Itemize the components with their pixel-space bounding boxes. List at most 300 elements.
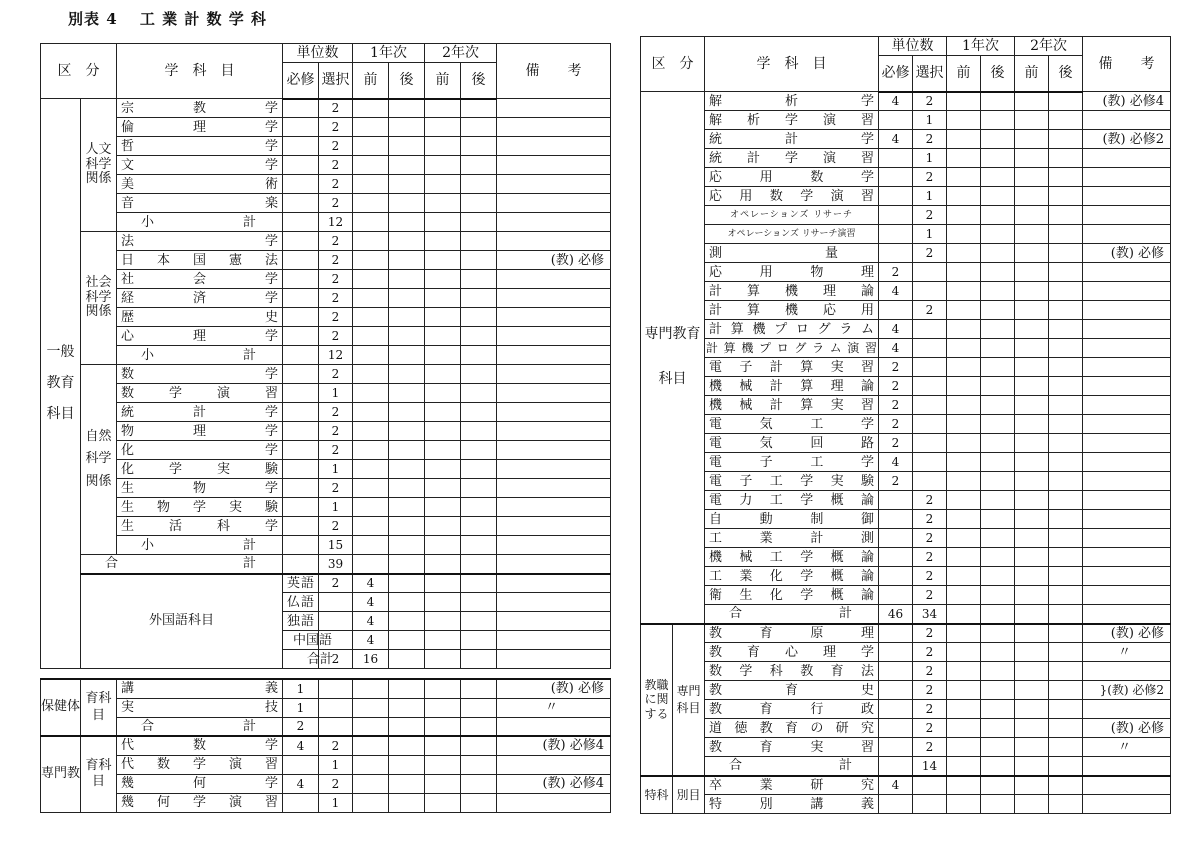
header-year1: 1年次	[947, 37, 1015, 56]
required-credits: 2	[879, 358, 913, 377]
elective-credits: 4	[353, 574, 389, 593]
subject-name: 心理学	[117, 327, 283, 346]
subject-name: 数学演習	[117, 384, 283, 403]
elective-credits: 2	[319, 327, 353, 346]
required-credits: 4	[879, 776, 913, 795]
elective-credits: 2	[319, 736, 353, 755]
subject-name: 測量	[705, 244, 879, 263]
subtotal-name: 小計	[117, 346, 283, 365]
remarks	[1083, 776, 1171, 795]
subject-name: 統計学	[117, 403, 283, 422]
remarks	[497, 365, 611, 384]
elective-credits: 1	[319, 460, 353, 479]
subject-name: 日本国憲法	[117, 251, 283, 270]
subject-name: 英語	[283, 574, 319, 593]
elective-credits: 2	[913, 244, 947, 263]
remarks	[1083, 301, 1171, 320]
elective-credits	[913, 415, 947, 434]
remarks	[1083, 320, 1171, 339]
subject-name: 道徳教育の研究	[705, 719, 879, 738]
required-credits	[283, 365, 319, 384]
remarks: 〃	[1083, 643, 1171, 662]
required-credits: 2	[283, 717, 319, 736]
subject-name: 社会学	[117, 270, 283, 289]
required-credits	[879, 510, 913, 529]
category-special: 特科	[641, 776, 673, 814]
remarks: 〃	[1083, 738, 1171, 757]
required-credits	[879, 244, 913, 263]
header-year2: 2年次	[1015, 37, 1083, 56]
header-credits: 単位数	[283, 44, 353, 63]
elective-credits: 2	[319, 270, 353, 289]
subject-name: 教育史	[705, 681, 879, 700]
required-credits	[879, 719, 913, 738]
remarks	[497, 793, 611, 812]
subject-name: 工業計測	[705, 529, 879, 548]
required-credits	[319, 612, 353, 631]
remarks: (教) 必修2	[1083, 130, 1171, 149]
remarks: (教) 必修	[497, 679, 611, 698]
remarks	[1083, 567, 1171, 586]
header-credits: 単位数	[879, 37, 947, 56]
required-credits: 4	[283, 774, 319, 793]
required-credits	[879, 643, 913, 662]
required-credits	[283, 422, 319, 441]
remarks	[497, 403, 611, 422]
required-credits	[283, 403, 319, 422]
elective-credits	[913, 320, 947, 339]
remarks	[497, 194, 611, 213]
required-credits	[283, 156, 319, 175]
required-credits	[283, 536, 319, 555]
required-credits	[283, 251, 319, 270]
required-credits	[879, 757, 913, 776]
elective-credits: 2	[913, 700, 947, 719]
required-credits: 2	[879, 263, 913, 282]
elective-credits: 4	[353, 593, 389, 612]
elective-credits: 2	[319, 289, 353, 308]
elective-credits: 2	[913, 92, 947, 111]
subject-name: 教育行政	[705, 700, 879, 719]
subject-name: 電力工学概論	[705, 491, 879, 510]
remarks: (教) 必修	[497, 251, 611, 270]
subject-name: 中国語	[283, 631, 319, 650]
elective-credits: 4	[353, 612, 389, 631]
elective-credits: 16	[353, 650, 389, 669]
subject-name: 教育実習	[705, 738, 879, 757]
required-credits	[879, 795, 913, 814]
left-curriculum-table	[40, 43, 611, 669]
required-credits	[283, 232, 319, 251]
elective-credits: 2	[913, 567, 947, 586]
header-subject: 学 科 目	[705, 37, 879, 92]
required-credits	[879, 624, 913, 643]
remarks	[1083, 548, 1171, 567]
remarks	[1083, 662, 1171, 681]
elective-credits	[913, 263, 947, 282]
elective-credits	[913, 282, 947, 301]
required-credits	[879, 548, 913, 567]
subject-name: 電気工学	[705, 415, 879, 434]
elective-credits	[913, 472, 947, 491]
required-credits	[283, 755, 319, 774]
subject-name: 哲学	[117, 137, 283, 156]
required-credits: 2	[319, 574, 353, 593]
subject-name: 応用数学	[705, 168, 879, 187]
remarks	[497, 422, 611, 441]
elective-credits: 2	[319, 774, 353, 793]
elective-credits: 1	[319, 498, 353, 517]
remarks	[1083, 700, 1171, 719]
elective-credits: 1	[319, 384, 353, 403]
subject-name: 教育原理	[705, 624, 879, 643]
header-subject: 学 科 目	[117, 44, 283, 99]
document-title: 別表 4 工 業 計 数 学 科	[68, 10, 267, 28]
header-y2-first: 前	[425, 63, 461, 99]
required-credits: 1	[283, 679, 319, 698]
required-credits	[879, 738, 913, 757]
remarks	[1083, 396, 1171, 415]
subject-name: 化学実験	[117, 460, 283, 479]
category-foreign-language: 外国語科目	[81, 574, 283, 669]
elective-credits	[913, 358, 947, 377]
required-credits	[283, 99, 319, 118]
required-credits: 4	[879, 339, 913, 358]
elective-credits: 2	[913, 643, 947, 662]
remarks	[497, 384, 611, 403]
remarks	[497, 175, 611, 194]
elective-credits: 12	[319, 346, 353, 365]
remarks	[1083, 453, 1171, 472]
required-credits	[879, 586, 913, 605]
required-credits	[879, 301, 913, 320]
elective-credits: 2	[913, 586, 947, 605]
required-credits	[283, 175, 319, 194]
remarks	[1083, 111, 1171, 130]
subject-name: 文学	[117, 156, 283, 175]
elective-credits: 2	[319, 137, 353, 156]
subtotal-name: 小計	[117, 213, 283, 232]
subject-name: 経済学	[117, 289, 283, 308]
header-year1: 1年次	[353, 44, 425, 63]
remarks	[497, 536, 611, 555]
remarks: (教) 必修	[1083, 244, 1171, 263]
elective-credits: 14	[913, 757, 947, 776]
subject-name: 電子計算実習	[705, 358, 879, 377]
required-credits	[879, 187, 913, 206]
remarks: (教) 必修4	[497, 774, 611, 793]
header-remarks: 備 考	[497, 44, 611, 99]
header-required: 必修	[283, 63, 319, 99]
required-credits	[283, 270, 319, 289]
subject-name: 自動制御	[705, 510, 879, 529]
elective-credits: 2	[913, 301, 947, 320]
subject-name: 計算機プログラム演習	[705, 339, 879, 358]
elective-credits	[319, 717, 353, 736]
required-credits	[283, 479, 319, 498]
total-name: 合計	[81, 555, 283, 574]
remarks	[1083, 586, 1171, 605]
subject-name: 生物学	[117, 479, 283, 498]
elective-credits: 1	[913, 225, 947, 244]
subtotal-name: 小計	[117, 536, 283, 555]
subject-name: 電気回路	[705, 434, 879, 453]
elective-credits	[913, 453, 947, 472]
remarks: (教) 必修	[1083, 624, 1171, 643]
elective-credits: 2	[319, 156, 353, 175]
required-credits: 4	[879, 320, 913, 339]
subject-name: 数学科教育法	[705, 662, 879, 681]
elective-credits: 2	[913, 168, 947, 187]
elective-credits: 1	[319, 755, 353, 774]
header-elective: 選択	[319, 63, 353, 99]
subject-name: 解析学	[705, 92, 879, 111]
required-credits	[879, 225, 913, 244]
elective-credits: 2	[913, 491, 947, 510]
required-credits	[283, 441, 319, 460]
subject-name: 電子工学	[705, 453, 879, 472]
required-credits	[283, 194, 319, 213]
category-specialized-b: 育科目	[81, 736, 117, 812]
subcategory-natural-sciences: 自然科学関係	[81, 365, 117, 555]
elective-credits: 2	[319, 403, 353, 422]
required-credits	[319, 593, 353, 612]
remarks	[1083, 795, 1171, 814]
remarks	[1083, 225, 1171, 244]
required-credits	[283, 498, 319, 517]
remarks	[1083, 415, 1171, 434]
elective-credits: 2	[319, 365, 353, 384]
subject-name: 応用数学演習	[705, 187, 879, 206]
required-credits	[879, 168, 913, 187]
remarks	[497, 232, 611, 251]
remarks	[497, 118, 611, 137]
required-credits: 4	[879, 130, 913, 149]
elective-credits: 2	[913, 510, 947, 529]
category-teacher-training: 教職に関する	[641, 624, 673, 776]
subject-name: 音楽	[117, 194, 283, 213]
subject-name: 教育心理学	[705, 643, 879, 662]
subcategory-social-sciences: 社会科学関係	[81, 232, 117, 365]
header-y1-first: 前	[947, 56, 981, 92]
header-y1-second: 後	[389, 63, 425, 99]
elective-credits: 2	[319, 194, 353, 213]
required-credits: 2	[879, 415, 913, 434]
required-credits	[283, 555, 319, 574]
elective-credits: 2	[913, 738, 947, 757]
remarks: (教) 必修	[1083, 719, 1171, 738]
header-kubun: 区 分	[641, 37, 705, 92]
elective-credits: 2	[319, 251, 353, 270]
remarks	[497, 441, 611, 460]
category-special-b: 別目	[673, 776, 705, 814]
header-y2-first: 前	[1015, 56, 1049, 92]
elective-credits: 2	[319, 308, 353, 327]
subject-name: 数学	[117, 365, 283, 384]
required-credits: 4	[879, 282, 913, 301]
remarks: 〃	[497, 698, 611, 717]
subject-name: 倫理学	[117, 118, 283, 137]
left-curriculum-table-lower	[40, 678, 611, 813]
header-y2-second: 後	[461, 63, 497, 99]
elective-credits: 15	[319, 536, 353, 555]
total-name: 合計	[705, 757, 879, 776]
total-name: 合計	[117, 717, 283, 736]
remarks: (教) 必修4	[497, 736, 611, 755]
elective-credits: 39	[319, 555, 353, 574]
remarks	[497, 346, 611, 365]
elective-credits: 2	[913, 662, 947, 681]
remarks	[1083, 149, 1171, 168]
header-elective: 選択	[913, 56, 947, 92]
elective-credits: 2	[319, 422, 353, 441]
remarks	[497, 717, 611, 736]
required-credits	[283, 213, 319, 232]
subject-name: 統計学	[705, 130, 879, 149]
remarks	[497, 289, 611, 308]
remarks	[1083, 263, 1171, 282]
required-credits	[879, 700, 913, 719]
required-credits	[283, 793, 319, 812]
elective-credits: 1	[319, 793, 353, 812]
required-credits	[283, 289, 319, 308]
required-credits	[283, 327, 319, 346]
required-credits	[283, 137, 319, 156]
remarks	[1083, 529, 1171, 548]
elective-credits: 2	[319, 479, 353, 498]
category-health-pe: 保健体	[41, 679, 81, 736]
required-credits: 46	[879, 605, 913, 624]
subject-name: 代数学	[117, 736, 283, 755]
elective-credits: 2	[319, 118, 353, 137]
remarks	[1083, 605, 1171, 624]
subject-name: 代数学演習	[117, 755, 283, 774]
header-required: 必修	[879, 56, 913, 92]
elective-credits	[913, 377, 947, 396]
required-credits	[283, 460, 319, 479]
remarks	[1083, 339, 1171, 358]
elective-credits: 2	[913, 624, 947, 643]
elective-credits	[913, 776, 947, 795]
elective-credits	[913, 795, 947, 814]
subject-name: 生活科学	[117, 517, 283, 536]
required-credits	[879, 149, 913, 168]
required-credits	[879, 529, 913, 548]
required-credits	[283, 118, 319, 137]
subject-name: 幾何学演習	[117, 793, 283, 812]
remarks	[1083, 358, 1171, 377]
subject-name: 機械計算理論	[705, 377, 879, 396]
subject-name: 生物学実験	[117, 498, 283, 517]
subject-name: 解析学演習	[705, 111, 879, 130]
remarks	[497, 327, 611, 346]
elective-credits	[913, 339, 947, 358]
subject-name: 法学	[117, 232, 283, 251]
subject-name: 講義	[117, 679, 283, 698]
subject-name: 独語	[283, 612, 319, 631]
remarks	[497, 555, 611, 574]
remarks	[497, 498, 611, 517]
category-teacher-training-b: 専門科目	[673, 624, 705, 776]
elective-credits	[319, 698, 353, 717]
elective-credits	[319, 679, 353, 698]
elective-credits: 4	[353, 631, 389, 650]
elective-credits: 2	[913, 681, 947, 700]
subject-name: 幾何学	[117, 774, 283, 793]
header-kubun: 区 分	[41, 44, 117, 99]
required-credits	[283, 384, 319, 403]
subject-name: 計算機理論	[705, 282, 879, 301]
remarks	[497, 460, 611, 479]
required-credits: 2	[879, 377, 913, 396]
remarks	[497, 270, 611, 289]
required-credits	[283, 517, 319, 536]
subject-name: 機械計算実習	[705, 396, 879, 415]
remarks: }(教) 必修2	[1083, 681, 1171, 700]
remarks	[1083, 206, 1171, 225]
remarks	[1083, 377, 1171, 396]
remarks	[497, 99, 611, 118]
required-credits: 4	[879, 92, 913, 111]
subject-name: 統計学演習	[705, 149, 879, 168]
remarks: (教) 必修4	[1083, 92, 1171, 111]
elective-credits: 2	[913, 529, 947, 548]
elective-credits: 2	[319, 99, 353, 118]
required-credits	[283, 308, 319, 327]
required-credits: 2	[879, 396, 913, 415]
elective-credits: 2	[913, 206, 947, 225]
subject-name: 工業化学概論	[705, 567, 879, 586]
subject-name: 応用物理	[705, 263, 879, 282]
remarks	[497, 308, 611, 327]
subject-name: 機械工学概論	[705, 548, 879, 567]
subject-name: 化学	[117, 441, 283, 460]
required-credits: 2	[879, 434, 913, 453]
elective-credits: 1	[913, 111, 947, 130]
elective-credits: 12	[319, 213, 353, 232]
required-credits	[879, 681, 913, 700]
remarks	[497, 755, 611, 774]
subject-name: 宗教学	[117, 99, 283, 118]
required-credits	[879, 111, 913, 130]
subject-name: 歴史	[117, 308, 283, 327]
right-curriculum-table	[640, 36, 1171, 814]
subject-name: 計算機応用	[705, 301, 879, 320]
elective-credits: 2	[319, 441, 353, 460]
header-y1-second: 後	[981, 56, 1015, 92]
remarks	[497, 137, 611, 156]
header-y1-first: 前	[353, 63, 389, 99]
elective-credits: 1	[913, 187, 947, 206]
subject-name: 卒業研究	[705, 776, 879, 795]
remarks	[497, 479, 611, 498]
required-credits: 4	[283, 736, 319, 755]
elective-credits: 2	[319, 517, 353, 536]
remarks	[497, 156, 611, 175]
remarks	[1083, 282, 1171, 301]
elective-credits: 1	[913, 149, 947, 168]
elective-credits: 34	[913, 605, 947, 624]
subject-name: 電子工学実験	[705, 472, 879, 491]
remarks	[497, 517, 611, 536]
header-remarks: 備 考	[1083, 37, 1171, 92]
category-general-education: 一般教育科目	[41, 99, 81, 669]
subject-name: オペレーションズ リサーチ	[705, 206, 879, 225]
subcategory-humanities: 人文科学関係	[81, 99, 117, 232]
total-name: 合計	[283, 650, 319, 669]
remarks	[1083, 472, 1171, 491]
subject-name: オペレーションズ リサーチ演習	[705, 225, 879, 244]
